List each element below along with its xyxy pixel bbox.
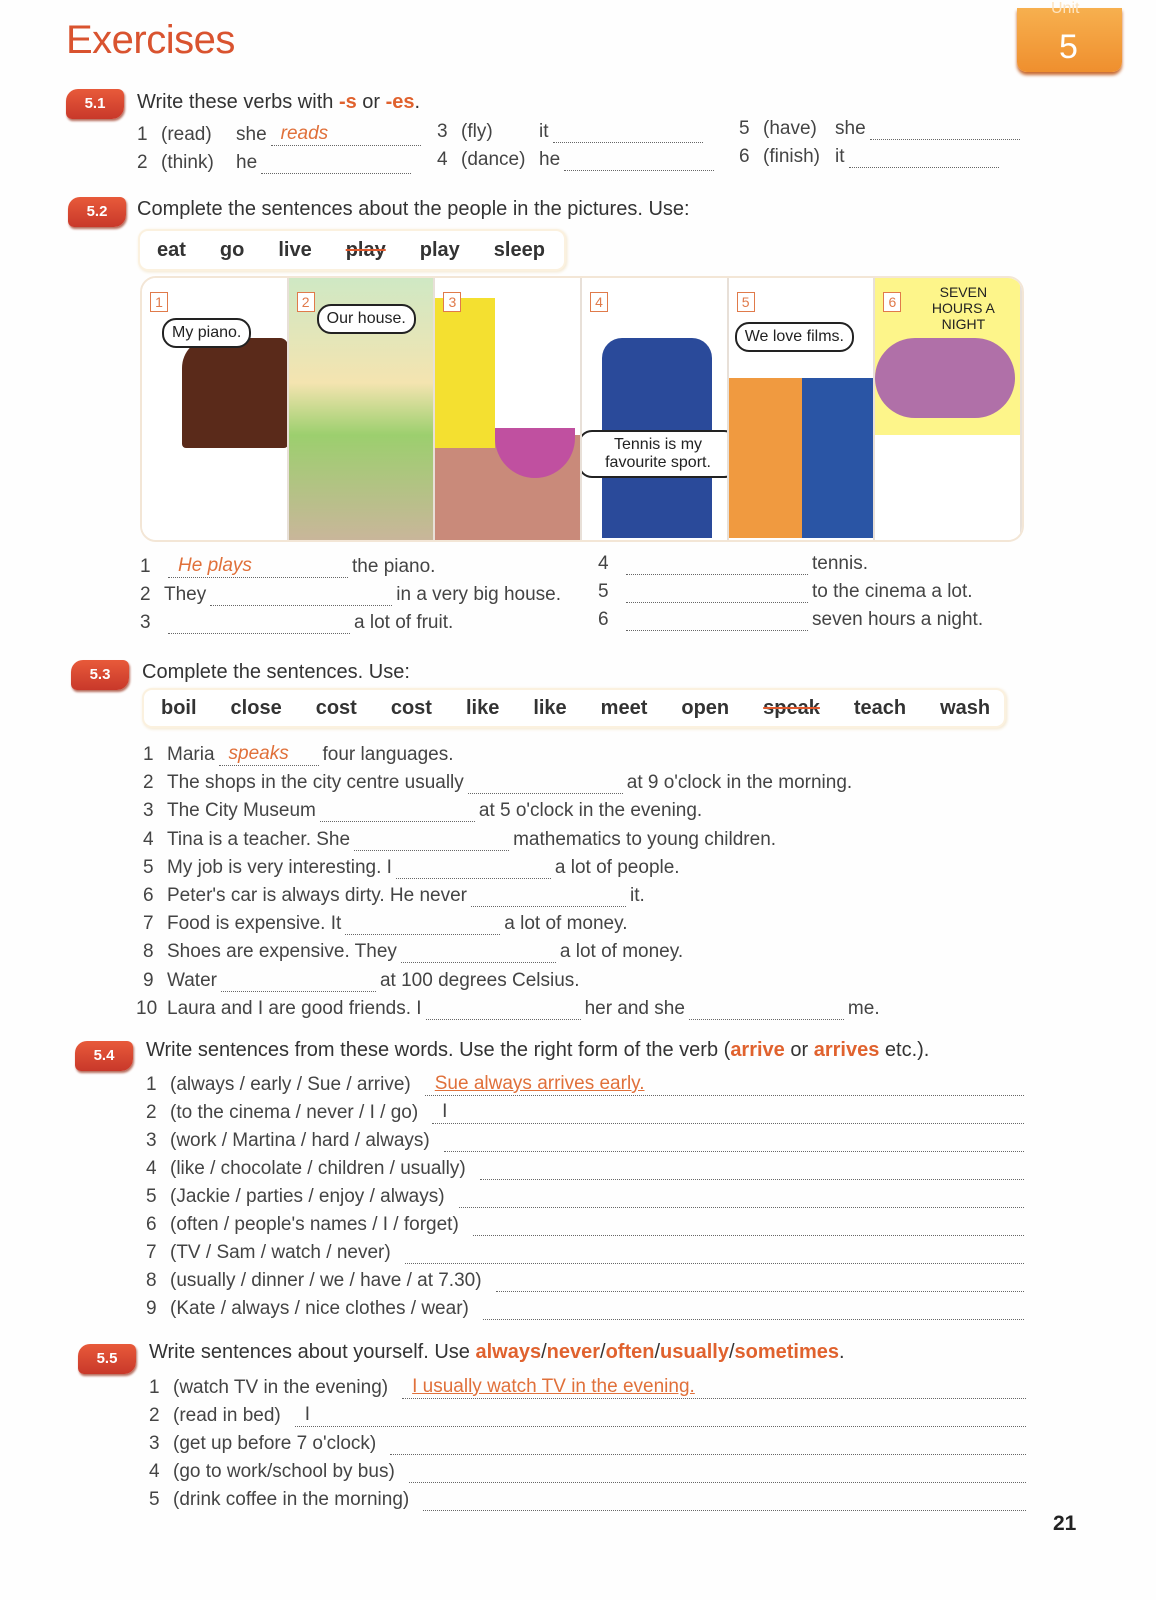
answer-line[interactable]	[473, 1214, 1024, 1236]
word-box-5-3	[142, 688, 1006, 728]
answer-line[interactable]	[459, 1186, 1024, 1208]
answer-blank[interactable]	[261, 152, 411, 174]
word-prompt: (drink coffee in the morning)	[173, 1489, 410, 1510]
unit-number: 5	[1059, 28, 1078, 66]
item-number: 6	[598, 609, 609, 630]
sentence-item	[598, 581, 973, 603]
exercise-badge-5-1: 5.1	[66, 89, 124, 119]
sentence-item	[143, 913, 627, 935]
highlight-word: -s	[338, 91, 357, 113]
instruction-text: Complete the sentences about the people in the pictures. Use:	[137, 198, 690, 220]
answer-blank[interactable]: reads	[271, 124, 421, 146]
answer-line[interactable]	[483, 1298, 1024, 1320]
exercise-item	[437, 149, 718, 171]
sentence-item	[149, 1405, 1030, 1427]
item-number: 9	[146, 1298, 157, 1319]
word-prompt: (Kate / always / nice clothes / wear)	[170, 1298, 469, 1319]
item-number: 5	[149, 1489, 160, 1510]
sentence-text: They	[164, 584, 207, 605]
word-option: close	[230, 696, 282, 719]
instruction-text: .	[414, 91, 421, 113]
sentence-text: her and she	[584, 997, 685, 1019]
sentence-item	[146, 1186, 1028, 1208]
sentence-text: Shoes are expensive. They	[167, 941, 397, 963]
item-number: 1	[146, 1074, 157, 1095]
word-prompt: (usually / dinner / we / have / at 7.30)	[170, 1270, 482, 1291]
answer-blank[interactable]	[471, 885, 626, 907]
sentence-text: Food is expensive. It	[167, 913, 342, 935]
word-prompt: (like / chocolate / children / usually)	[170, 1158, 466, 1179]
word-option: sleep	[493, 238, 545, 261]
unit-tab	[1017, 0, 1122, 72]
exercise-badge-5-4: 5.4	[75, 1041, 133, 1071]
verb-prompt: (finish)	[763, 146, 821, 167]
subject-pronoun: he	[236, 152, 258, 173]
exercise-5-4-instruction	[146, 1039, 929, 1062]
answer-blank[interactable]: He plays	[168, 556, 348, 578]
sentence-item	[140, 556, 435, 578]
answer-line[interactable]	[423, 1489, 1026, 1511]
item-number: 1	[137, 124, 148, 145]
picture-number: 2	[297, 292, 315, 312]
sentence-item	[143, 772, 852, 794]
exercise-item	[437, 121, 707, 143]
exercise-5-2-instruction	[137, 198, 690, 221]
picture-panel	[582, 278, 729, 540]
speech-bubble: My piano.	[162, 318, 251, 348]
item-number: 8	[143, 941, 154, 963]
answer-line[interactable]	[496, 1270, 1024, 1292]
item-number: 9	[143, 969, 154, 991]
speech-bubble: We love films.	[735, 322, 854, 352]
picture-panel	[435, 278, 582, 540]
exercise-5-3-instruction	[142, 661, 410, 684]
sentence-text: a lot of fruit.	[354, 612, 454, 633]
sentence-text: to the cinema a lot.	[812, 581, 973, 602]
subject-pronoun: he	[539, 149, 561, 170]
answer-line[interactable]: I usually watch TV in the evening.	[402, 1377, 1026, 1399]
sentence-item	[146, 1270, 1028, 1292]
answer-line[interactable]	[409, 1461, 1026, 1483]
word-option: like	[533, 696, 567, 719]
item-number: 6	[143, 885, 154, 906]
answer-line[interactable]	[480, 1158, 1024, 1180]
sentence-text: Maria	[167, 744, 215, 765]
word-prompt: (always / early / Sue / arrive)	[170, 1074, 411, 1095]
instruction-text: Complete the sentences. Use:	[142, 661, 410, 683]
answer-blank[interactable]: speaks	[219, 744, 319, 766]
page-number: 21	[1053, 1512, 1077, 1535]
answer-blank[interactable]	[870, 118, 1020, 140]
picture-panel	[875, 278, 1022, 540]
item-number: 7	[143, 913, 154, 935]
highlight-word: often	[605, 1341, 655, 1363]
item-number: 5	[598, 581, 609, 602]
picture-panel	[729, 278, 876, 540]
answer-line[interactable]	[444, 1130, 1024, 1152]
sentence-text: Laura and I are good friends. I	[167, 997, 422, 1019]
word-option: meet	[600, 696, 648, 719]
sentence-item	[146, 1074, 1028, 1096]
sentence-item	[143, 800, 702, 822]
picture-number: 3	[443, 292, 461, 312]
sentence-text: at 5 o'clock in the evening.	[478, 800, 703, 822]
sentence-item	[598, 553, 868, 575]
word-prompt: (get up before 7 o'clock)	[173, 1433, 377, 1454]
exercise-item	[137, 152, 415, 174]
sentence-item	[146, 1298, 1028, 1320]
instruction-text: or	[356, 91, 386, 113]
sentence-item	[143, 885, 645, 907]
sentence-item	[146, 1214, 1028, 1236]
item-number: 3	[140, 612, 151, 633]
word-prompt: (read in bed)	[173, 1405, 281, 1426]
word-used: play	[345, 238, 386, 261]
exercise-badge-5-2: 5.2	[68, 197, 126, 227]
word-option: cost	[390, 696, 432, 719]
sentence-item	[136, 998, 880, 1020]
fruit-bowl-illustration	[495, 428, 575, 478]
word-prompt: (to the cinema / never / I / go)	[170, 1102, 419, 1123]
answer-line[interactable]: I	[295, 1405, 1026, 1427]
instruction-text: or	[784, 1039, 814, 1061]
word-option: eat	[157, 238, 186, 261]
item-number: 1	[149, 1377, 160, 1398]
instruction-text: /	[600, 1341, 606, 1363]
instruction-text: etc.).	[879, 1039, 930, 1061]
instruction-text: /	[654, 1341, 661, 1363]
instruction-text: /	[541, 1341, 547, 1363]
answer-blank[interactable]	[468, 772, 623, 794]
answer-blank[interactable]	[168, 612, 350, 634]
highlight-word: always	[475, 1341, 542, 1363]
sentence-item	[143, 970, 580, 992]
item-number: 2	[143, 772, 154, 794]
exercise-badge-5-5: 5.5	[78, 1344, 136, 1374]
sentence-text: a lot of money.	[559, 941, 684, 963]
item-number: 1	[143, 744, 154, 765]
sentence-text: seven hours a night.	[812, 609, 984, 630]
word-option: boil	[161, 696, 197, 719]
picture-number: 6	[883, 292, 901, 312]
sentence-item	[149, 1433, 1030, 1455]
exercise-item	[739, 146, 1003, 168]
answer-blank[interactable]	[345, 913, 500, 935]
word-option: live	[278, 238, 312, 261]
word-option: wash	[940, 696, 991, 719]
item-number: 4	[598, 553, 609, 574]
picture-number: 1	[150, 292, 168, 312]
sentence-item	[146, 1242, 1028, 1264]
highlight-word: -es	[385, 91, 415, 113]
sentence-item	[146, 1130, 1028, 1152]
sentence-text: The shops in the city centre usually	[167, 772, 464, 794]
sentence-text: it.	[629, 885, 645, 906]
item-number: 6	[146, 1214, 157, 1235]
highlight-word: never	[546, 1341, 601, 1363]
answer-line[interactable]: Sue always arrives early.	[425, 1074, 1024, 1096]
answer-blank[interactable]	[626, 553, 808, 575]
exercise-badge-5-3: 5.3	[71, 660, 129, 690]
word-prompt: (go to work/school by bus)	[173, 1461, 395, 1482]
sentence-text: Water	[167, 969, 217, 991]
answer-line[interactable]: I	[432, 1102, 1024, 1124]
sentence-text: a lot of money.	[504, 913, 628, 935]
answer-line[interactable]	[390, 1433, 1026, 1455]
verb-prompt: (read)	[161, 124, 212, 145]
highlight-word: sometimes	[734, 1341, 840, 1363]
item-number: 3	[143, 800, 154, 822]
item-number: 4	[149, 1461, 160, 1482]
item-number: 7	[146, 1242, 157, 1263]
item-number: 10	[136, 997, 158, 1019]
sentence-item	[149, 1461, 1030, 1483]
item-number: 4	[146, 1158, 157, 1179]
highlight-word: usually	[660, 1341, 729, 1363]
word-option: open	[681, 696, 730, 719]
instruction-text: Write sentences about yourself. Use	[149, 1341, 476, 1363]
word-prompt: (Jackie / parties / enjoy / always)	[170, 1186, 445, 1207]
answer-blank[interactable]	[221, 970, 376, 992]
sentence-item	[598, 609, 983, 631]
sentence-text: mathematics to young children.	[513, 828, 777, 850]
item-number: 5	[739, 118, 750, 139]
sentence-text: at 100 degrees Celsius.	[379, 969, 580, 991]
exercise-5-1-instruction	[137, 91, 420, 114]
verb-prompt: (think)	[161, 152, 214, 173]
item-number: 3	[437, 121, 448, 142]
picture-panel	[289, 278, 436, 540]
item-number: 3	[146, 1130, 157, 1151]
piano-illustration	[182, 338, 288, 448]
sentence-item	[143, 829, 776, 851]
word-prompt: (watch TV in the evening)	[173, 1377, 389, 1398]
item-number: 4	[437, 149, 448, 170]
word-prompt: (work / Martina / hard / always)	[170, 1130, 430, 1151]
answer-blank[interactable]	[354, 829, 509, 851]
verb-prompt: (dance)	[461, 149, 526, 170]
answer-blank[interactable]	[689, 998, 844, 1020]
sentence-item	[143, 744, 454, 766]
sentence-text: at 9 o'clock in the morning.	[626, 772, 853, 794]
picture-number: 5	[737, 292, 755, 312]
answer-blank[interactable]	[210, 584, 392, 606]
word-used: speak	[763, 696, 820, 719]
instruction-text: Write these verbs with	[137, 91, 339, 113]
sentence-text: My job is very interesting. I	[167, 856, 392, 878]
unit-label: Unit	[1051, 0, 1080, 17]
highlight-word: arrive	[730, 1039, 785, 1061]
instruction-text: .	[839, 1341, 845, 1363]
sentence-text: in a very big house.	[396, 584, 562, 605]
picture-panel	[142, 278, 289, 540]
answer-blank[interactable]	[401, 941, 556, 963]
caption-text: SEVEN HOURS A NIGHT	[931, 284, 995, 332]
sentence-item	[149, 1377, 1030, 1399]
verb-prompt: (fly)	[461, 121, 493, 142]
sentence-text: tennis.	[812, 553, 868, 574]
speech-bubble: Our house.	[317, 304, 416, 334]
sentence-item	[146, 1102, 1028, 1124]
speech-bubble: Tennis is my favourite sport.	[582, 430, 729, 478]
word-prompt: (TV / Sam / watch / never)	[170, 1242, 391, 1263]
sentence-item	[140, 584, 561, 606]
highlight-word: arrives	[813, 1039, 880, 1061]
sentence-text: four languages.	[322, 744, 454, 765]
word-option: play	[419, 238, 460, 261]
item-number: 6	[739, 146, 750, 167]
sentence-item	[140, 612, 453, 634]
answer-blank[interactable]	[849, 146, 999, 168]
answer-blank[interactable]	[553, 121, 703, 143]
picture-number: 4	[590, 292, 608, 312]
answer-line[interactable]	[405, 1242, 1024, 1264]
item-number: 3	[149, 1433, 160, 1454]
subject-pronoun: it	[835, 146, 845, 167]
sentence-text: the piano.	[352, 556, 436, 577]
sentence-item	[146, 1158, 1028, 1180]
sentence-item	[149, 1489, 1030, 1511]
page-title: Exercises	[66, 18, 235, 62]
item-number: 1	[140, 556, 151, 577]
word-option: cost	[315, 696, 357, 719]
word-prompt: (often / people's names / I / forget)	[170, 1214, 459, 1235]
instruction-text: Write sentences from these words. Use the right form of the verb (	[146, 1039, 731, 1061]
exercise-5-5-instruction	[149, 1341, 845, 1364]
couple-illustration	[729, 378, 875, 538]
answer-blank[interactable]	[626, 581, 808, 603]
sentence-text: me.	[847, 997, 880, 1019]
item-number: 8	[146, 1270, 157, 1291]
answer-blank[interactable]	[564, 149, 714, 171]
item-number: 2	[149, 1405, 160, 1426]
word-option: go	[219, 238, 245, 261]
word-option: teach	[853, 696, 907, 719]
sentence-text: Tina is a teacher. She	[167, 828, 351, 850]
sentence-text: The City Museum	[167, 800, 316, 822]
answer-blank[interactable]	[626, 609, 808, 631]
item-number: 5	[146, 1186, 157, 1207]
subject-pronoun: it	[539, 121, 549, 142]
item-number: 2	[146, 1102, 157, 1123]
sentence-text: a lot of people.	[554, 856, 680, 878]
item-number: 5	[143, 856, 154, 878]
item-number: 2	[137, 152, 148, 173]
instruction-text: /	[728, 1341, 735, 1363]
exercise-item	[137, 124, 425, 146]
exercise-item	[739, 118, 1024, 140]
person-illustration	[435, 298, 495, 448]
subject-pronoun: she	[835, 118, 866, 139]
sentence-item	[143, 941, 683, 963]
answer-blank[interactable]	[426, 998, 581, 1020]
answer-blank[interactable]	[396, 857, 551, 879]
word-option: like	[465, 696, 500, 719]
item-number: 4	[143, 828, 154, 850]
verb-prompt: (have)	[763, 118, 817, 139]
answer-blank[interactable]	[320, 800, 475, 822]
picture-strip	[140, 276, 1024, 542]
sentence-text: Peter's car is always dirty. He never	[167, 885, 467, 906]
dream-cloud-illustration	[875, 338, 1015, 418]
word-box-5-2	[138, 229, 566, 271]
subject-pronoun: she	[236, 124, 267, 145]
item-number: 2	[140, 584, 151, 605]
sentence-item	[143, 857, 680, 879]
